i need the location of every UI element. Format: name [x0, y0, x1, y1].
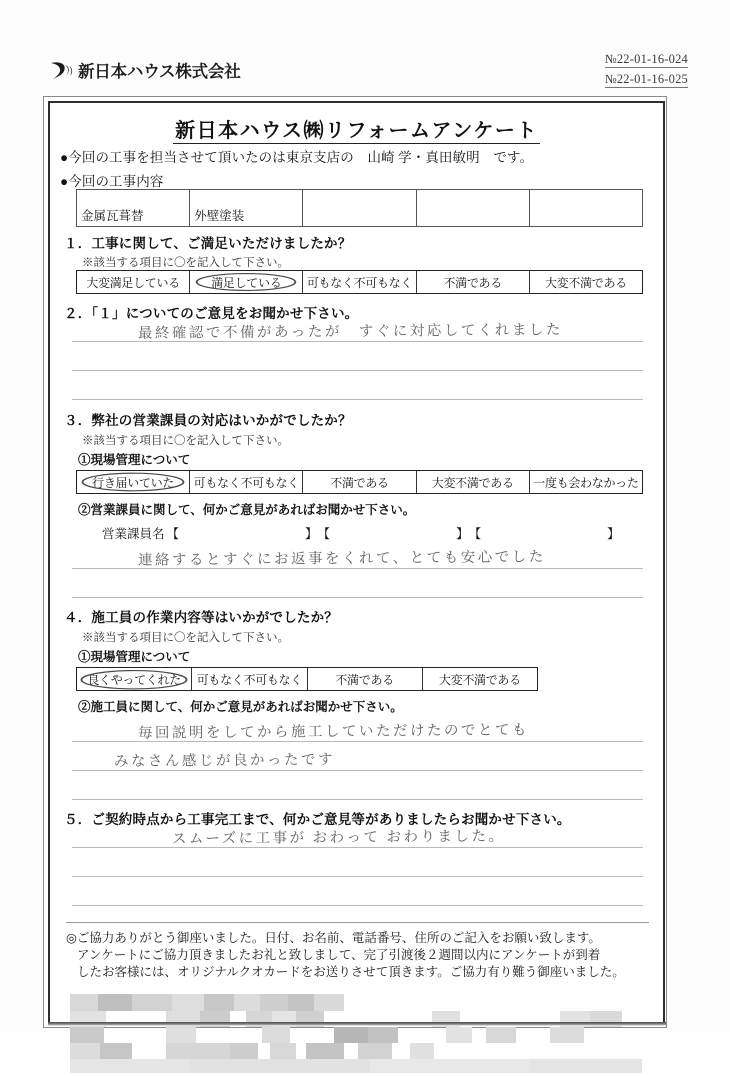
sales-staff-name-slot-3[interactable]: 【 】 [468, 527, 620, 541]
question-1-options-table [76, 270, 643, 294]
work-content-cell [530, 190, 642, 226]
question-2-handwritten-answer: 最終確認で不備があったが すぐに対応してくれました [137, 322, 563, 342]
question-4-option[interactable] [192, 668, 307, 690]
question-1-option[interactable] [77, 271, 190, 293]
option-label: 大変満足している [86, 275, 180, 290]
work-content-cell [303, 190, 416, 226]
work-content-heading: ●今回の工事内容 [60, 174, 164, 189]
question-3-subheading-site-management: ①現場管理について [78, 453, 191, 467]
question-4-handwritten-answer-line-1: 毎回説明をしてから施工していただけたのでとても [137, 722, 530, 742]
work-content-table [76, 189, 643, 227]
answer-prefix: スムーズに工事が [171, 830, 307, 848]
option-label: 大変不満である [438, 672, 521, 687]
question-3-handwritten-answer: 連絡するとすぐにお返事をくれて、とても安心でした [137, 549, 546, 569]
closing-line-2: アンケートにご協力頂きましたお礼と致しまして、完了引渡後２週間以内にアンケートが到着 [77, 948, 601, 962]
option-label: 大変不満である [431, 475, 514, 490]
writing-rule [72, 905, 643, 906]
question-4-heading: ４．施工員の作業内容等はいかがでしたか？ [64, 610, 338, 625]
question-3-subheading-comments: ②営業課員に関して、何かご意見があればお聞かせ下さい。 [78, 503, 416, 517]
writing-rule [72, 399, 643, 400]
form-title [52, 114, 661, 143]
option-label: 可もなく不可もなく [196, 672, 303, 687]
work-content-cell [417, 190, 530, 226]
question-3-option[interactable] [417, 471, 530, 493]
work-content-cell: 外壁塗装 [190, 190, 303, 226]
question-4-handwritten-answer-line-2: みなさん感じが良かったです [113, 752, 336, 770]
closing-divider [66, 922, 649, 923]
question-1-option[interactable] [417, 271, 530, 293]
option-label: 可もなく不可もなく [306, 275, 413, 290]
question-4-subheading-comments: ②施工員に関して、何かご意見があればお聞かせ下さい。 [78, 700, 403, 714]
question-3-heading: ３．弊社の営業課員の対応はいかがでしたか？ [64, 413, 352, 428]
answer-struck-text: おわって [312, 829, 381, 847]
option-label: 良くやってくれた [87, 672, 181, 687]
writing-rule [72, 597, 643, 598]
closing-note [66, 930, 625, 981]
sales-staff-name-row [102, 524, 620, 542]
closing-line-3: したお客様には、オリジナルクオカードをお送りさせて頂きます。ご協力有り難う御座いました。 [77, 965, 625, 979]
form-title-text: 新日本ハウス㈱リフォームアンケート [175, 120, 538, 142]
question-4-subheading-site-management: ①現場管理について [78, 650, 191, 664]
page-header [0, 0, 730, 100]
question-4-option-selected[interactable] [77, 668, 192, 690]
company-name: 新日本ハウス株式会社 [78, 61, 241, 81]
question-3-option[interactable] [303, 471, 416, 493]
question-4-option[interactable] [423, 668, 537, 690]
writing-rule [72, 876, 643, 877]
option-label: 行き届いていた [92, 475, 175, 490]
writing-rule [72, 847, 643, 848]
question-1-option[interactable] [303, 271, 416, 293]
document-numbers [605, 52, 688, 92]
company-logo [48, 60, 241, 84]
redacted-personal-information [66, 990, 646, 1076]
question-1-note: ※該当する項目に〇を記入して下さい。 [82, 257, 289, 269]
answer-suffix: おわりました。 [386, 828, 506, 846]
question-3-option[interactable] [190, 471, 303, 493]
question-1-heading: １．工事に関して、ご満足いただけましたか？ [64, 236, 352, 251]
question-3-note: ※該当する項目に〇を記入して下さい。 [82, 435, 289, 447]
option-label: 一度も会わなかった [533, 475, 639, 490]
option-label: 不満である [443, 275, 502, 290]
page-bottom-edge [48, 1022, 666, 1026]
closing-line-1: ◎ご協力ありがとう御座いました。日付、お名前、電話番号、住所のご記入をお願い致します。 [66, 931, 601, 945]
option-label: 大変不満である [544, 275, 627, 290]
question-3-options-table [76, 470, 643, 494]
question-4-options-table [76, 667, 538, 691]
question-4-note: ※該当する項目に〇を記入して下さい。 [82, 632, 289, 644]
option-label: 不満である [330, 475, 389, 490]
writing-rule [72, 799, 643, 800]
company-logo-mark-icon [48, 60, 74, 84]
question-1-option-selected[interactable] [190, 271, 303, 293]
question-1-option[interactable] [530, 271, 642, 293]
question-4-option[interactable] [308, 668, 423, 690]
question-5-heading: ５．ご契約時点から工事完工まで、何かご意見等がありましたらお聞かせ下さい。 [64, 812, 571, 827]
sales-staff-name-slot-2[interactable]: 【 】 [317, 527, 469, 541]
sales-staff-name-slot-1[interactable]: 【 】 [166, 527, 318, 541]
document-number-1: №22-01-16-024 [604, 52, 688, 66]
question-3-option-selected[interactable] [77, 471, 190, 493]
question-2-heading: ２．「１」についてのご意見をお聞かせ下さい。 [64, 306, 359, 321]
form-content [52, 104, 661, 1022]
option-label: 可もなく不可もなく [193, 475, 299, 490]
option-label: 満足している [211, 275, 282, 290]
question-5-handwritten-answer [172, 825, 506, 849]
sales-staff-name-label: 営業課員名 [102, 527, 165, 541]
work-content-cell: 金属瓦葺替 [77, 190, 190, 226]
staff-in-charge-line: ●今回の工事を担当させて頂いたのは東京支店の 山崎 学・真田敏明 です。 [60, 150, 534, 165]
option-label: 不満である [335, 672, 394, 687]
question-3-option[interactable] [530, 471, 642, 493]
writing-rule [72, 370, 643, 371]
document-number-2: №22-01-16-025 [604, 72, 688, 86]
